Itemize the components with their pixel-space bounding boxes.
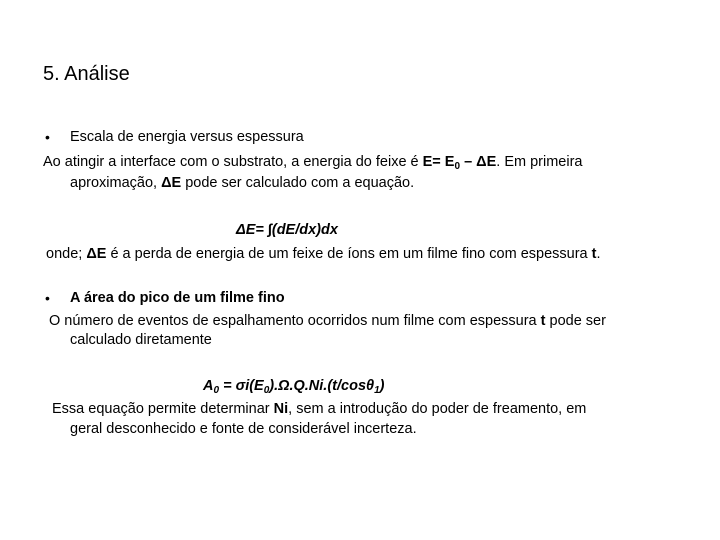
delta-e: ΔE bbox=[86, 246, 107, 262]
section2-paragraph2-line2: geral desconhecido e fonte de considerável incerteza. bbox=[70, 421, 417, 437]
energy-loss-equation: ΔE= ∫(dE/dx)dx bbox=[236, 222, 338, 238]
formula-part: ) bbox=[379, 378, 385, 394]
formula-part: ).Ω.Q.Ni.(t/cosθ bbox=[269, 378, 375, 394]
text-span: é a perda de energia de um feixe de íons em um filme fino com espessura bbox=[106, 246, 592, 262]
subscript: 1 bbox=[374, 385, 380, 396]
section2-paragraph-line2: calculado diretamente bbox=[70, 332, 212, 348]
formula-part: = σi(E bbox=[219, 378, 264, 394]
energy-formula bbox=[423, 154, 497, 170]
ni-symbol: Ni bbox=[273, 401, 289, 417]
text-span: , sem a introdução do poder de freamento, em bbox=[288, 401, 587, 417]
thickness-symbol: t bbox=[540, 313, 546, 329]
section1-paragraph2 bbox=[46, 245, 601, 263]
bullet-glyph: • bbox=[45, 290, 50, 306]
section1-heading: Escala de energia versus espessura bbox=[70, 129, 304, 145]
section2-heading: A área do pico de um filme fino bbox=[70, 290, 285, 306]
page-title: 5. Análise bbox=[43, 63, 130, 85]
text-span: aproximação, bbox=[70, 175, 162, 191]
section2-paragraph2-line1 bbox=[52, 400, 586, 418]
text-span: Essa equação permite determinar bbox=[52, 401, 274, 417]
text-span: onde; bbox=[46, 246, 87, 262]
text-span: pode ser bbox=[545, 313, 606, 329]
section1-paragraph-line1 bbox=[43, 153, 582, 171]
text-span: Ao atingir a interface com o substrato, a energia do feixe é bbox=[43, 154, 423, 170]
text-span: . Em primeira bbox=[496, 154, 583, 170]
subscript: 0 bbox=[263, 385, 270, 396]
peak-area-equation bbox=[203, 377, 385, 395]
delta-e: ΔE bbox=[161, 175, 182, 191]
bullet-1 bbox=[45, 128, 50, 147]
text-span: O número de eventos de espalhamento ocorridos num filme com espessura bbox=[49, 313, 541, 329]
subscript: 0 bbox=[454, 161, 461, 172]
bullet-glyph: • bbox=[45, 129, 50, 145]
bullet-2 bbox=[45, 289, 50, 308]
text-span: . bbox=[596, 246, 601, 262]
formula-part: E= E bbox=[422, 154, 455, 170]
formula-part: – ΔE bbox=[460, 154, 497, 170]
subscript: 0 bbox=[213, 385, 220, 396]
text-span: pode ser calculado com a equação. bbox=[181, 175, 415, 191]
formula-part: A bbox=[203, 378, 214, 394]
section1-paragraph-line2 bbox=[70, 174, 414, 192]
thickness-symbol: t bbox=[591, 246, 597, 262]
section2-paragraph-line1 bbox=[49, 312, 606, 330]
